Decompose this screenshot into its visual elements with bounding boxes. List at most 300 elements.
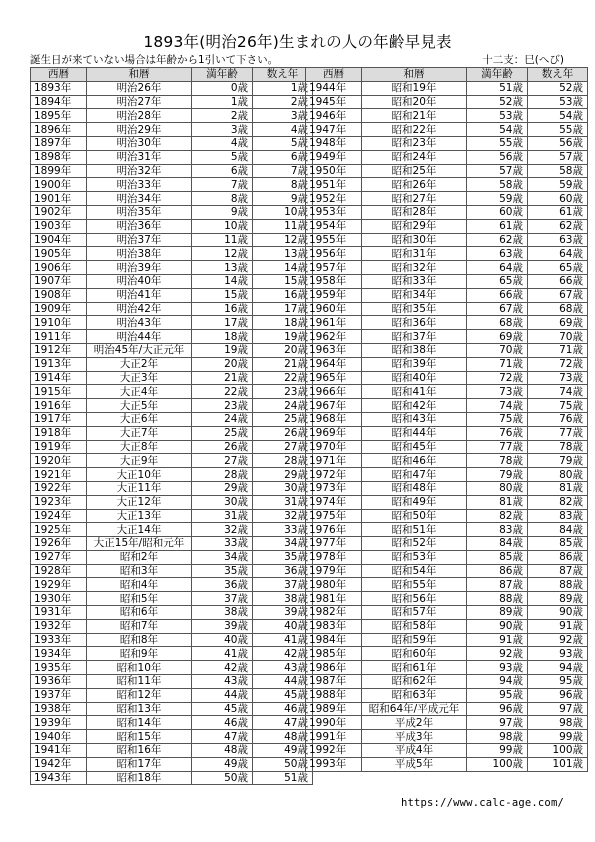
- japanese-era-cell: 昭和31年: [362, 247, 467, 261]
- table-row: [306, 537, 588, 551]
- western-year-cell: 1916年: [31, 399, 87, 413]
- western-year-cell: 1941年: [31, 744, 87, 758]
- western-year-cell: 1944年: [306, 81, 362, 95]
- table-row: [31, 233, 313, 247]
- western-year-cell: 1895年: [31, 109, 87, 123]
- kazoe-age-cell: 40歳: [253, 619, 313, 633]
- kazoe-age-cell: 74歳: [528, 385, 588, 399]
- table-row: [31, 564, 313, 578]
- japanese-era-cell: 大正4年: [87, 385, 192, 399]
- japanese-era-cell: 昭和51年: [362, 523, 467, 537]
- kazoe-age-cell: 32歳: [253, 509, 313, 523]
- western-year-cell: 1978年: [306, 550, 362, 564]
- western-year-cell: 1925年: [31, 523, 87, 537]
- kazoe-age-cell: 81歳: [528, 481, 588, 495]
- full-age-cell: 62歳: [467, 233, 528, 247]
- japanese-era-cell: 昭和6年: [87, 606, 192, 620]
- kazoe-age-cell: 96歳: [528, 688, 588, 702]
- western-year-cell: 1900年: [31, 178, 87, 192]
- table-row: [31, 136, 313, 150]
- western-year-cell: 1982年: [306, 606, 362, 620]
- western-year-cell: 1933年: [31, 633, 87, 647]
- birthday-note: 誕生日が来ていない場合は年齢から1引いて下さい。: [30, 54, 279, 66]
- japanese-era-cell: 昭和52年: [362, 537, 467, 551]
- table-row: [306, 343, 588, 357]
- full-age-cell: 54歳: [467, 123, 528, 137]
- table-row: [31, 675, 313, 689]
- japanese-era-cell: 大正14年: [87, 523, 192, 537]
- kazoe-age-cell: 65歳: [528, 261, 588, 275]
- western-year-cell: 1903年: [31, 219, 87, 233]
- western-year-cell: 1952年: [306, 192, 362, 206]
- japanese-era-cell: 大正9年: [87, 454, 192, 468]
- japanese-era-cell: 昭和56年: [362, 592, 467, 606]
- table-row: [31, 247, 313, 261]
- kazoe-age-cell: 13歳: [253, 247, 313, 261]
- japanese-era-cell: 昭和23年: [362, 136, 467, 150]
- header-kazoe-age: 数え年: [528, 68, 588, 82]
- table-row: [306, 178, 588, 192]
- kazoe-age-cell: 92歳: [528, 633, 588, 647]
- japanese-era-cell: 大正3年: [87, 371, 192, 385]
- kazoe-age-cell: 7歳: [253, 164, 313, 178]
- full-age-cell: 57歳: [467, 164, 528, 178]
- western-year-cell: 1945年: [306, 95, 362, 109]
- western-year-cell: 1965年: [306, 371, 362, 385]
- full-age-cell: 55歳: [467, 136, 528, 150]
- kazoe-age-cell: 60歳: [528, 192, 588, 206]
- table-row: [306, 123, 588, 137]
- western-year-cell: 1967年: [306, 399, 362, 413]
- western-year-cell: 1955年: [306, 233, 362, 247]
- kazoe-age-cell: 29歳: [253, 468, 313, 482]
- table-row: [31, 716, 313, 730]
- table-header-row: [306, 68, 588, 82]
- full-age-cell: 4歳: [192, 136, 253, 150]
- kazoe-age-cell: 43歳: [253, 661, 313, 675]
- full-age-cell: 34歳: [192, 550, 253, 564]
- japanese-era-cell: 明治33年: [87, 178, 192, 192]
- table-row: [31, 150, 313, 164]
- japanese-era-cell: 大正6年: [87, 412, 192, 426]
- full-age-cell: 89歳: [467, 606, 528, 620]
- full-age-cell: 21歳: [192, 371, 253, 385]
- full-age-cell: 90歳: [467, 619, 528, 633]
- japanese-era-cell: 明治44年: [87, 330, 192, 344]
- western-year-cell: 1959年: [306, 288, 362, 302]
- japanese-era-cell: 大正8年: [87, 440, 192, 454]
- full-age-cell: 68歳: [467, 316, 528, 330]
- western-year-cell: 1942年: [31, 757, 87, 771]
- full-age-cell: 85歳: [467, 550, 528, 564]
- japanese-era-cell: 昭和64年/平成元年: [362, 702, 467, 716]
- table-row: [306, 261, 588, 275]
- japanese-era-cell: 昭和44年: [362, 426, 467, 440]
- japanese-era-cell: 昭和33年: [362, 274, 467, 288]
- japanese-era-cell: 明治27年: [87, 95, 192, 109]
- table-row: [306, 633, 588, 647]
- western-year-cell: 1946年: [306, 109, 362, 123]
- full-age-cell: 6歳: [192, 164, 253, 178]
- western-year-cell: 1968年: [306, 412, 362, 426]
- japanese-era-cell: 昭和19年: [362, 81, 467, 95]
- full-age-cell: 48歳: [192, 744, 253, 758]
- table-row: [31, 109, 313, 123]
- western-year-cell: 1948年: [306, 136, 362, 150]
- western-year-cell: 1920年: [31, 454, 87, 468]
- kazoe-age-cell: 79歳: [528, 454, 588, 468]
- kazoe-age-cell: 99歳: [528, 730, 588, 744]
- western-year-cell: 1932年: [31, 619, 87, 633]
- table-row: [31, 509, 313, 523]
- table-row: [306, 481, 588, 495]
- western-year-cell: 1905年: [31, 247, 87, 261]
- japanese-era-cell: 昭和61年: [362, 661, 467, 675]
- japanese-era-cell: 昭和10年: [87, 661, 192, 675]
- table-row: [306, 371, 588, 385]
- japanese-era-cell: 明治34年: [87, 192, 192, 206]
- full-age-cell: 9歳: [192, 205, 253, 219]
- table-row: [306, 523, 588, 537]
- western-year-cell: 1983年: [306, 619, 362, 633]
- western-year-cell: 1961年: [306, 316, 362, 330]
- table-row: [31, 95, 313, 109]
- table-row: [31, 316, 313, 330]
- western-year-cell: 1985年: [306, 647, 362, 661]
- kazoe-age-cell: 18歳: [253, 316, 313, 330]
- full-age-cell: 5歳: [192, 150, 253, 164]
- table-row: [306, 495, 588, 509]
- japanese-era-cell: 昭和27年: [362, 192, 467, 206]
- kazoe-age-cell: 50歳: [253, 757, 313, 771]
- western-year-cell: 1893年: [31, 81, 87, 95]
- full-age-cell: 42歳: [192, 661, 253, 675]
- table-row: [31, 481, 313, 495]
- japanese-era-cell: 明治36年: [87, 219, 192, 233]
- table-row: [306, 205, 588, 219]
- western-year-cell: 1984年: [306, 633, 362, 647]
- western-year-cell: 1976年: [306, 523, 362, 537]
- japanese-era-cell: 昭和22年: [362, 123, 467, 137]
- western-year-cell: 1927年: [31, 550, 87, 564]
- full-age-cell: 43歳: [192, 675, 253, 689]
- full-age-cell: 98歳: [467, 730, 528, 744]
- full-age-cell: 69歳: [467, 330, 528, 344]
- japanese-era-cell: 昭和3年: [87, 564, 192, 578]
- table-row: [306, 454, 588, 468]
- western-year-cell: 1975年: [306, 509, 362, 523]
- kazoe-age-cell: 30歳: [253, 481, 313, 495]
- full-age-cell: 11歳: [192, 233, 253, 247]
- japanese-era-cell: 昭和4年: [87, 578, 192, 592]
- japanese-era-cell: 平成4年: [362, 744, 467, 758]
- western-year-cell: 1990年: [306, 716, 362, 730]
- table-row: [306, 136, 588, 150]
- western-year-cell: 1908年: [31, 288, 87, 302]
- japanese-era-cell: 昭和7年: [87, 619, 192, 633]
- full-age-cell: 45歳: [192, 702, 253, 716]
- western-year-cell: 1970年: [306, 440, 362, 454]
- western-year-cell: 1909年: [31, 302, 87, 316]
- kazoe-age-cell: 57歳: [528, 150, 588, 164]
- full-age-cell: 12歳: [192, 247, 253, 261]
- japanese-era-cell: 昭和29年: [362, 219, 467, 233]
- full-age-cell: 16歳: [192, 302, 253, 316]
- japanese-era-cell: 昭和18年: [87, 771, 192, 785]
- kazoe-age-cell: 16歳: [253, 288, 313, 302]
- japanese-era-cell: 昭和63年: [362, 688, 467, 702]
- kazoe-age-cell: 67歳: [528, 288, 588, 302]
- western-year-cell: 1979年: [306, 564, 362, 578]
- western-year-cell: 1904年: [31, 233, 87, 247]
- kazoe-age-cell: 46歳: [253, 702, 313, 716]
- table-header-row: [31, 68, 313, 82]
- kazoe-age-cell: 15歳: [253, 274, 313, 288]
- table-row: [31, 757, 313, 771]
- western-year-cell: 1987年: [306, 675, 362, 689]
- full-age-cell: 91歳: [467, 633, 528, 647]
- zodiac-label: 十二支：巳(へび): [482, 54, 564, 66]
- table-row: [31, 688, 313, 702]
- full-age-cell: 10歳: [192, 219, 253, 233]
- full-age-cell: 31歳: [192, 509, 253, 523]
- western-year-cell: 1973年: [306, 481, 362, 495]
- kazoe-age-cell: 10歳: [253, 205, 313, 219]
- japanese-era-cell: 明治37年: [87, 233, 192, 247]
- table-row: [306, 219, 588, 233]
- kazoe-age-cell: 19歳: [253, 330, 313, 344]
- table-row: [31, 261, 313, 275]
- japanese-era-cell: 平成3年: [362, 730, 467, 744]
- western-year-cell: 1934年: [31, 647, 87, 661]
- table-row: [306, 302, 588, 316]
- full-age-cell: 93歳: [467, 661, 528, 675]
- kazoe-age-cell: 80歳: [528, 468, 588, 482]
- table-row: [31, 730, 313, 744]
- western-year-cell: 1935年: [31, 661, 87, 675]
- table-row: [306, 150, 588, 164]
- full-age-cell: 67歳: [467, 302, 528, 316]
- table-row: [306, 675, 588, 689]
- japanese-era-cell: 昭和59年: [362, 633, 467, 647]
- kazoe-age-cell: 84歳: [528, 523, 588, 537]
- japanese-era-cell: 大正11年: [87, 481, 192, 495]
- table-row: [306, 578, 588, 592]
- japanese-era-cell: 明治29年: [87, 123, 192, 137]
- full-age-cell: 64歳: [467, 261, 528, 275]
- table-row: [31, 606, 313, 620]
- japanese-era-cell: 昭和55年: [362, 578, 467, 592]
- table-row: [31, 371, 313, 385]
- kazoe-age-cell: 56歳: [528, 136, 588, 150]
- full-age-cell: 30歳: [192, 495, 253, 509]
- full-age-cell: 70歳: [467, 343, 528, 357]
- japanese-era-cell: 明治26年: [87, 81, 192, 95]
- japanese-era-cell: 昭和57年: [362, 606, 467, 620]
- full-age-cell: 99歳: [467, 744, 528, 758]
- table-row: [306, 426, 588, 440]
- kazoe-age-cell: 100歳: [528, 744, 588, 758]
- full-age-cell: 24歳: [192, 412, 253, 426]
- western-year-cell: 1919年: [31, 440, 87, 454]
- age-table-right: [305, 67, 588, 772]
- table-row: [31, 399, 313, 413]
- japanese-era-cell: 平成5年: [362, 757, 467, 771]
- kazoe-age-cell: 101歳: [528, 757, 588, 771]
- header-kazoe-age: 数え年: [253, 68, 313, 82]
- western-year-cell: 1958年: [306, 274, 362, 288]
- western-year-cell: 1896年: [31, 123, 87, 137]
- japanese-era-cell: 昭和16年: [87, 744, 192, 758]
- full-age-cell: 36歳: [192, 578, 253, 592]
- table-row: [31, 592, 313, 606]
- western-year-cell: 1929年: [31, 578, 87, 592]
- kazoe-age-cell: 51歳: [253, 771, 313, 785]
- kazoe-age-cell: 8歳: [253, 178, 313, 192]
- full-age-cell: 14歳: [192, 274, 253, 288]
- table-row: [31, 454, 313, 468]
- kazoe-age-cell: 11歳: [253, 219, 313, 233]
- japanese-era-cell: 昭和15年: [87, 730, 192, 744]
- kazoe-age-cell: 42歳: [253, 647, 313, 661]
- kazoe-age-cell: 69歳: [528, 316, 588, 330]
- table-row: [306, 192, 588, 206]
- japanese-era-cell: 明治28年: [87, 109, 192, 123]
- table-row: [31, 619, 313, 633]
- full-age-cell: 3歳: [192, 123, 253, 137]
- japanese-era-cell: 昭和36年: [362, 316, 467, 330]
- full-age-cell: 100歳: [467, 757, 528, 771]
- full-age-cell: 27歳: [192, 454, 253, 468]
- kazoe-age-cell: 93歳: [528, 647, 588, 661]
- japanese-era-cell: 昭和62年: [362, 675, 467, 689]
- full-age-cell: 39歳: [192, 619, 253, 633]
- table-row: [306, 702, 588, 716]
- full-age-cell: 78歳: [467, 454, 528, 468]
- kazoe-age-cell: 83歳: [528, 509, 588, 523]
- japanese-era-cell: 明治32年: [87, 164, 192, 178]
- japanese-era-cell: 昭和13年: [87, 702, 192, 716]
- japanese-era-cell: 昭和8年: [87, 633, 192, 647]
- table-row: [306, 109, 588, 123]
- western-year-cell: 1922年: [31, 481, 87, 495]
- kazoe-age-cell: 36歳: [253, 564, 313, 578]
- western-year-cell: 1960年: [306, 302, 362, 316]
- table-row: [31, 495, 313, 509]
- western-year-cell: 1901年: [31, 192, 87, 206]
- full-age-cell: 41歳: [192, 647, 253, 661]
- western-year-cell: 1917年: [31, 412, 87, 426]
- table-row: [306, 606, 588, 620]
- kazoe-age-cell: 24歳: [253, 399, 313, 413]
- western-year-cell: 1914年: [31, 371, 87, 385]
- kazoe-age-cell: 64歳: [528, 247, 588, 261]
- kazoe-age-cell: 33歳: [253, 523, 313, 537]
- western-year-cell: 1943年: [31, 771, 87, 785]
- japanese-era-cell: 昭和39年: [362, 357, 467, 371]
- table-row: [31, 274, 313, 288]
- site-url[interactable]: https://www.calc-age.com/: [400, 797, 564, 809]
- japanese-era-cell: 大正13年: [87, 509, 192, 523]
- western-year-cell: 1913年: [31, 357, 87, 371]
- japanese-era-cell: 昭和40年: [362, 371, 467, 385]
- full-age-cell: 73歳: [467, 385, 528, 399]
- table-row: [31, 330, 313, 344]
- western-year-cell: 1962年: [306, 330, 362, 344]
- japanese-era-cell: 昭和60年: [362, 647, 467, 661]
- table-row: [306, 744, 588, 758]
- table-row: [31, 288, 313, 302]
- western-year-cell: 1918年: [31, 426, 87, 440]
- western-year-cell: 1969年: [306, 426, 362, 440]
- table-row: [306, 399, 588, 413]
- full-age-cell: 66歳: [467, 288, 528, 302]
- kazoe-age-cell: 78歳: [528, 440, 588, 454]
- table-row: [31, 219, 313, 233]
- western-year-cell: 1993年: [306, 757, 362, 771]
- kazoe-age-cell: 72歳: [528, 357, 588, 371]
- full-age-cell: 80歳: [467, 481, 528, 495]
- japanese-era-cell: 明治31年: [87, 150, 192, 164]
- japanese-era-cell: 昭和50年: [362, 509, 467, 523]
- kazoe-age-cell: 34歳: [253, 537, 313, 551]
- full-age-cell: 61歳: [467, 219, 528, 233]
- table-row: [31, 123, 313, 137]
- kazoe-age-cell: 9歳: [253, 192, 313, 206]
- western-year-cell: 1989年: [306, 702, 362, 716]
- japanese-era-cell: 昭和48年: [362, 481, 467, 495]
- western-year-cell: 1910年: [31, 316, 87, 330]
- western-year-cell: 1977年: [306, 537, 362, 551]
- kazoe-age-cell: 90歳: [528, 606, 588, 620]
- kazoe-age-cell: 39歳: [253, 606, 313, 620]
- western-year-cell: 1981年: [306, 592, 362, 606]
- japanese-era-cell: 昭和45年: [362, 440, 467, 454]
- table-row: [31, 164, 313, 178]
- western-year-cell: 1992年: [306, 744, 362, 758]
- header-full-age: 満年齢: [467, 68, 528, 82]
- japanese-era-cell: 平成2年: [362, 716, 467, 730]
- full-age-cell: 59歳: [467, 192, 528, 206]
- full-age-cell: 18歳: [192, 330, 253, 344]
- kazoe-age-cell: 98歳: [528, 716, 588, 730]
- table-row: [306, 619, 588, 633]
- full-age-cell: 29歳: [192, 481, 253, 495]
- western-year-cell: 1928年: [31, 564, 87, 578]
- japanese-era-cell: 昭和34年: [362, 288, 467, 302]
- table-row: [31, 357, 313, 371]
- western-year-cell: 1964年: [306, 357, 362, 371]
- japanese-era-cell: 大正15年/昭和元年: [87, 537, 192, 551]
- western-year-cell: 1899年: [31, 164, 87, 178]
- table-row: [306, 164, 588, 178]
- kazoe-age-cell: 49歳: [253, 744, 313, 758]
- western-year-cell: 1939年: [31, 716, 87, 730]
- western-year-cell: 1923年: [31, 495, 87, 509]
- full-age-cell: 47歳: [192, 730, 253, 744]
- full-age-cell: 23歳: [192, 399, 253, 413]
- kazoe-age-cell: 6歳: [253, 150, 313, 164]
- table-row: [31, 440, 313, 454]
- kazoe-age-cell: 4歳: [253, 123, 313, 137]
- kazoe-age-cell: 3歳: [253, 109, 313, 123]
- japanese-era-cell: 明治35年: [87, 205, 192, 219]
- full-age-cell: 75歳: [467, 412, 528, 426]
- japanese-era-cell: 明治30年: [87, 136, 192, 150]
- japanese-era-cell: 昭和35年: [362, 302, 467, 316]
- western-year-cell: 1907年: [31, 274, 87, 288]
- kazoe-age-cell: 37歳: [253, 578, 313, 592]
